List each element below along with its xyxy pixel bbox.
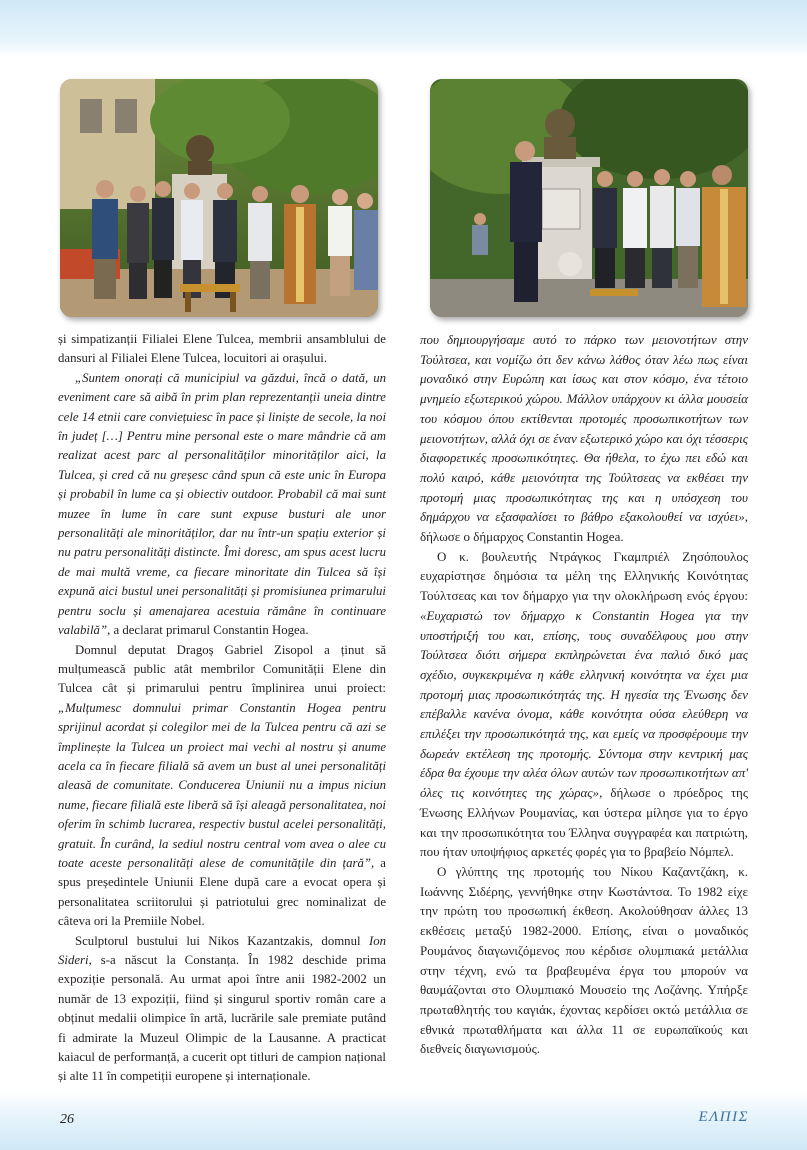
paragraph-text: Ο γλύπτης της προτομής του Νίκου Καζαντζάκη, κ. Ιωάννης Σιδέρης, γεννήθηκε στην Κωστάντσα. Το 1982 είχε την πρώτη του προσωπική έκθεση. Ακολούθησαν άλλες 13 εκθέσεις μεταξύ 1982-2000. Επίσης, είναι ο μοναδικός Ρουμάνος διαγωνιζόμενος που κέρδισε ολυμπιακά μετάλλια στην τέχνη, ενώ τα βραβευμένα έργα του μπορούν να θαυμάζονται στο Ολυμπιακό Μουσείο της Λοζάνης. Υπήρξε πρωταθλητής του καγιάκ, έχοντας κερδίσει οκτώ μετάλλια σε εθνικά πρωταθλήματα και άλλα 11 σε ευρωπαϊκούς και διεθνείς διαγωνισμούς. bbox=[420, 863, 748, 1057]
paragraph bbox=[58, 330, 386, 369]
photo-officials-at-bust-image bbox=[430, 79, 748, 317]
paragraph-text: și simpatizanții Filialei Elene Tulcea, membrii ansamblului de dansuri al Filialei Elene Tulcea, locuitori ai orașului. bbox=[58, 332, 386, 366]
paragraph bbox=[58, 932, 386, 1087]
paragraph-text: , a spus președintele Uniunii Elene după care a evocat opera și personalitatea scriitorului și patriotului grec nominalizat de câteva ori la Premiile Nobel. bbox=[58, 855, 386, 929]
sculptor-name: Ion Sideri bbox=[58, 933, 386, 967]
article-column-right bbox=[420, 330, 748, 1059]
photo-officials-at-bust bbox=[430, 79, 748, 317]
article-column-left bbox=[58, 330, 386, 1087]
magazine-title: ΕΛΠΙΣ bbox=[698, 1109, 749, 1125]
paragraph-text: Sculptorul bustului lui Nikos Kazantzakis, domnul bbox=[75, 933, 369, 948]
paragraph-text: Domnul deputat Dragoș Gabriel Zisopol a ținut să mulțumească public atât membrilor Comunității Elene din Tulcea cât și primarului pentru împlinirea unui proiect: bbox=[58, 642, 386, 696]
paragraph bbox=[420, 547, 748, 862]
paragraph-text: , δήλωσε ο πρόεδρος της Ένωσης Ελλήνων Ρουμανίας, και ύστερα μίλησε για το έργο και την προσωπικότητα του Έλληνα συγγραφέα και πατριώτη, που ήταν υποψήφιος αρκετές φορές για το βραβείο Νόμπελ. bbox=[420, 785, 748, 860]
deputy-quote: „Mulțumesc domnului primar Constantin Hogea pentru sprijinul acordat și colegilor mei de la Tulcea pentru că azi se împlinește la Tulcea un proiect mai vechi al nostru și anume acela ca în fiecare filială să avem un bust al unei personalități aleasă de comunitate. Conducerea Uniunii nu a impus niciun nume, fiecare filială este liberă să își aleagă personalitatea, noi oferim în schimb lucrarea, respectiv bustul acelei personalități, gratuit. În curând, la sediul nostru central vom avea o alee cu toate aceste personalități alese de comunitățile din țară” bbox=[58, 700, 386, 870]
photo-group-at-bust-image bbox=[60, 79, 378, 317]
paragraph bbox=[58, 641, 386, 932]
header-band bbox=[0, 0, 807, 58]
footer-band bbox=[0, 1092, 807, 1150]
photo-group-at-bust bbox=[60, 79, 378, 317]
paragraph bbox=[420, 330, 748, 547]
paragraph-text: , a declarat primarul Constantin Hogea. bbox=[107, 623, 309, 638]
paragraph bbox=[420, 862, 748, 1059]
mayor-quote: „Suntem onorați că municipiul va găzdui, încă o dată, un eveniment care să aibă în prim plan reprezentanții uneia dintre cele 14 etnii care conviețuiesc în pace și liniște de secole, la noi în județ […] Pentru mine personal este o mare mândrie că am realizat acest parc al personalităților minorităților aici, la Tulcea, și cred că nu greșesc când spun că este unic în Europa și probabil în lume ca și obiectiv outdoor. Probabil că mai sunt muzee în lume în care sunt expuse busturi ale unor personalități ale minorităților, dar nu într-un spațiu exterior și nu patru personalități distincte. Îmi doresc, am spus acest lucru de mai multă vreme, ca fiecare minoritate din Tulcea să își expună aici bustul unei personalități și promisiunea primarului pentru soclu și amenajarea acestuia rămâne în continuare valabilă” bbox=[58, 370, 386, 638]
deputy-quote: «Ευχαριστώ τον δήμαρχο κ Constantin Hogea για την υποστήριξή του και, επίσης, τους συναδέλφους μου στην Τούλτσεα διότι σήμερα εκπληρώνεται ένα παλιό δικό μας σχέδιο, συγκεκριμένα η κάθε ελληνική κοινότητα να έχει μια προτομή μιας προσωπικότητάς της. Η ηγεσία της Ένωσης δεν επέβαλλε κανένα όνομα, κάθε κοινότητα ούσα ελεύθερη να επιλέξει την προσωπικότητά της, και εμείς να προσφέρουμε την δωρεάν εκτέλεση της προτομής. Σύντομα στην κεντρική μας έδρα θα έχουμε την αλέα όλων αυτών των προσωπικοτήτων απ' όλες τις κοινότητες της χώρας» bbox=[420, 607, 748, 801]
page-number: 26 bbox=[60, 1112, 74, 1127]
paragraph-text: , δήλωσε ο δήμαρχος Constantin Hogea. bbox=[420, 509, 748, 545]
paragraph bbox=[58, 369, 386, 641]
paragraph-text: , s-a născut la Constanța. În 1982 deschide prima expoziție personală. Au urmat apoi între anii 1982-2002 un număr de 13 expoziții, fiind și singurul sportiv român care a obținut medalii olimpice în artă, lucrările sale premiate putând fi admirate la Muzeul Olimpic de la Lausanne. A practicat kaiacul de performanță, a cucerit opt titluri de campion național și alte 11 în competiții europene și internaționale. bbox=[58, 953, 386, 1084]
paragraph-text: Ο κ. βουλευτής Ντράγκος Γκαμπριέλ Ζησόπουλος ευχαρίστησε δημόσια τα μέλη της Ελληνικής Κοινότητας Τούλτσεας και τον δήμαρχο για την ολοκλήρωση ενός έργου: bbox=[420, 548, 748, 604]
mayor-quote: που δημιουργήσαμε αυτό το πάρκο των μειονοτήτων στην Τούλτσεα, και νομίζω ότι δεν κάνω λάθος όταν λέω πως είναι μοναδικό στην Ευρώπη και ίσως και στον κόσμο, ένα τέτοιο μνημείο εξωτερικού χώρου. Μάλλον υπάρχουν κι άλλα μουσεία του κόσμου όπου εκτίθενται προτομές προσωπικοτήτων των μειονοτήτων, αλλά όχι σε έναν εξωτερικό χώρο και όχι τέσσερις διαφορετικές προσωπικότητες. Θα ήθελα, το έχω πει εδώ και πολύ καιρό, κάθε μειονότητα της Τούλτσεας να εκθέσει την προτομή μιας προσωπικότητας της και η υπόσχεση του δημάρχου να εξασφαλίσει το βάθρο εξακολουθεί να ισχύει» bbox=[420, 332, 748, 525]
